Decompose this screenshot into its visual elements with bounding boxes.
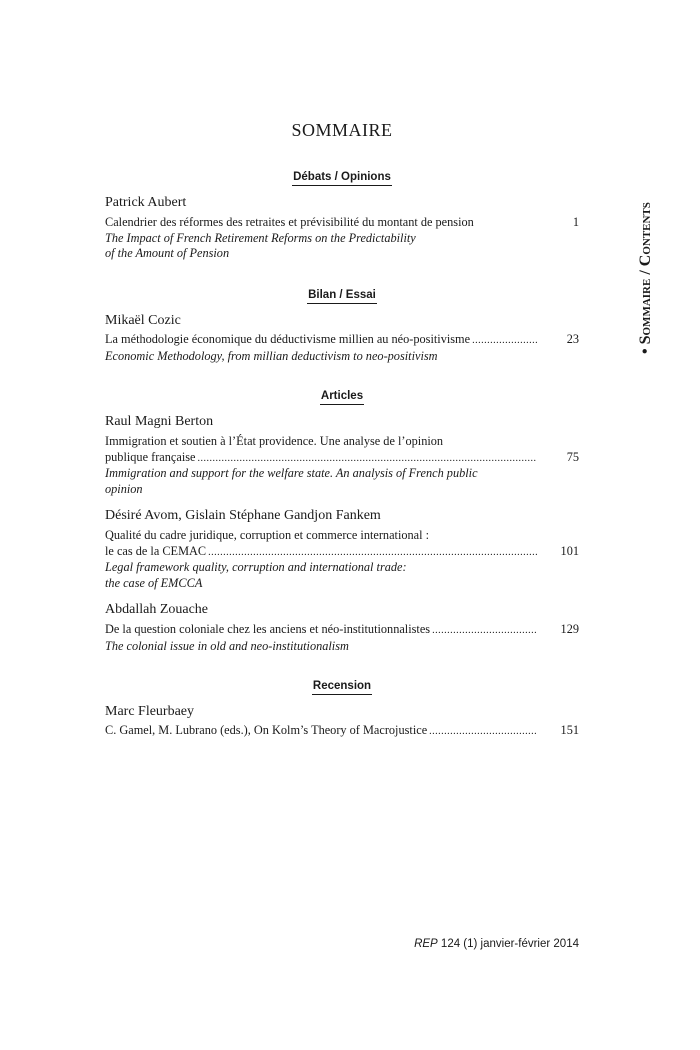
section-heading-debats: Débats / Opinions bbox=[0, 167, 684, 186]
page-number: 23 bbox=[566, 332, 579, 346]
journal-abbrev: REP bbox=[414, 938, 438, 950]
page-title: SOMMAIRE bbox=[291, 120, 393, 140]
page-number: 75 bbox=[566, 449, 579, 464]
toc-entry[interactable] bbox=[105, 528, 579, 591]
author: Marc Fleurbaey bbox=[105, 704, 195, 719]
entry-title-en: Economic Methodology, from millian deductivism to neo-positivism bbox=[105, 348, 438, 363]
side-label-text: • Sommaire / Contents bbox=[637, 202, 654, 354]
page-number: 129 bbox=[560, 622, 579, 636]
entry-title-fr: C. Gamel, M. Lubrano (eds.), On Kolm’s Theory of Macrojustice ..... 151 bbox=[105, 723, 579, 740]
toc-entry[interactable] bbox=[105, 332, 579, 364]
entry-title-fr: De la question coloniale chez les anciens et néo-institutionnalistes ..... 129 bbox=[105, 622, 579, 639]
section-heading-bilan: Bilan / Essai bbox=[0, 285, 684, 304]
issue-info: 124 (1) janvier-février 2014 bbox=[440, 938, 579, 950]
section-heading-articles: Articles bbox=[0, 386, 684, 405]
author: Désiré Avom, Gislain Stéphane Gandjon Fankem bbox=[105, 508, 381, 523]
footer-citation bbox=[300, 938, 579, 950]
entry-title-fr: Immigration et soutien à l’État providence. Une analyse de l’opinion bbox=[105, 434, 444, 448]
toc-entry[interactable] bbox=[105, 622, 579, 654]
section-heading-recension: Recension bbox=[0, 676, 684, 695]
page-number: 101 bbox=[560, 543, 579, 558]
entry-title-fr: le cas de la CEMAC ..... 101 bbox=[105, 544, 579, 561]
toc-entry[interactable] bbox=[105, 434, 579, 497]
entry-title-en: Immigration and support for the welfare state. An analysis of French public opinion bbox=[105, 466, 478, 496]
entry-title-en: The colonial issue in old and neo-institutionalism bbox=[105, 638, 349, 653]
entry-title-fr: publique française ..... 75 bbox=[105, 450, 579, 467]
entry-title-fr: La méthodologie économique du déductivisme millien au néo-positivisme ..... 23 bbox=[105, 332, 579, 349]
side-label bbox=[626, 124, 666, 354]
author: Mikaël Cozic bbox=[105, 313, 181, 328]
entry-title-fr: Calendrier des réformes des retraites et prévisibilité du montant de pension 1 bbox=[105, 215, 579, 229]
toc-entry[interactable] bbox=[105, 215, 579, 262]
author: Abdallah Zouache bbox=[105, 602, 209, 617]
author: Patrick Aubert bbox=[105, 195, 187, 210]
author: Raul Magni Berton bbox=[105, 414, 214, 429]
page-number: 1 bbox=[572, 215, 579, 229]
entry-title-en: Legal framework quality, corruption and international trade: the case of EMCCA bbox=[105, 560, 407, 590]
entry-title-fr: Qualité du cadre juridique, corruption et commerce international : bbox=[105, 528, 430, 542]
entry-title-en: The Impact of French Retirement Reforms on the Predictability of the Amount of Pension bbox=[105, 230, 416, 260]
page-number: 151 bbox=[560, 723, 579, 737]
toc-entry[interactable] bbox=[105, 723, 579, 740]
